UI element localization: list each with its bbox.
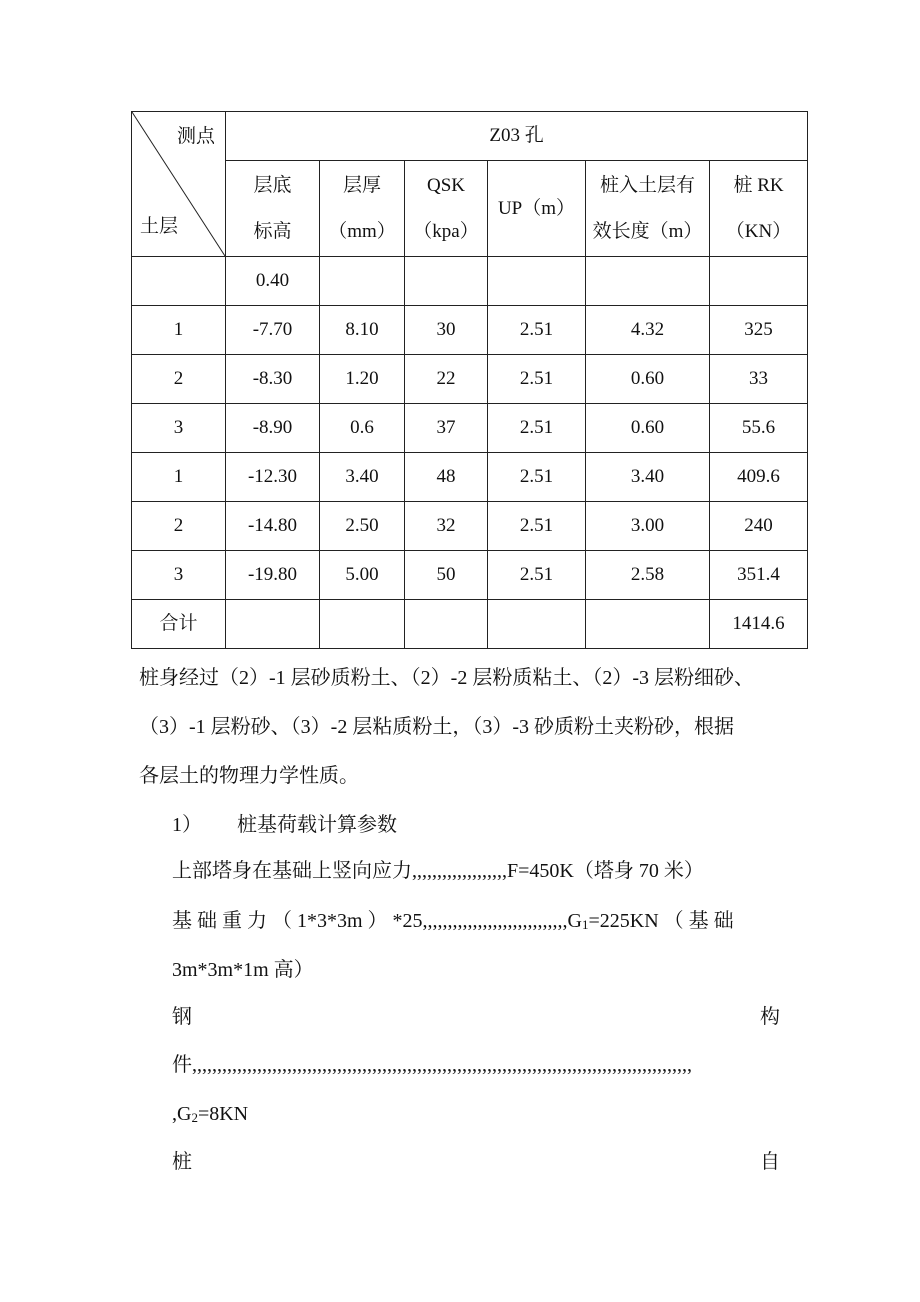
table-row: [132, 306, 808, 355]
table-cell: 4.32: [586, 306, 710, 355]
table-cell: 240: [710, 502, 808, 551]
pile-self-weight-line: [172, 1150, 780, 1174]
table-cell: 30: [405, 306, 488, 355]
col-header-up: UP（m）: [488, 161, 586, 257]
col-header-rk: 桩 RK （KN）: [710, 161, 808, 257]
foundation-weight-line-2: 3m*3m*1m 高）: [172, 959, 314, 981]
table-row: [132, 551, 808, 600]
group-header: Z03 孔: [226, 112, 808, 161]
total-value: 1414.6: [710, 600, 808, 649]
table-cell: [586, 257, 710, 306]
table-cell: 2.51: [488, 355, 586, 404]
table-row: [132, 257, 808, 306]
table-row: [132, 355, 808, 404]
table-cell: 2.51: [488, 404, 586, 453]
foundation-weight-line: 基 础 重 力 （ 1*3*3m ） *25,,,,,,,,,,,,,,,,,,,,,,,,,,,,,G1=225KN （ 基 础: [172, 910, 734, 932]
table-cell: [320, 257, 405, 306]
table-cell: 1.20: [320, 355, 405, 404]
table-cell: 0.6: [320, 404, 405, 453]
table-cell: [226, 600, 320, 649]
table-cell: 37: [405, 404, 488, 453]
table-cell: 2: [132, 355, 226, 404]
table-cell: 55.6: [710, 404, 808, 453]
paragraph-line-1: 桩身经过（2）-1 层砂质粉土、（2）-2 层粉质粘土、（2）-3 层粉细砂、: [139, 667, 754, 689]
table-cell: -14.80: [226, 502, 320, 551]
table-cell: [488, 257, 586, 306]
table-row: [132, 502, 808, 551]
table-cell: 2.58: [586, 551, 710, 600]
table-cell: [710, 257, 808, 306]
table-cell: 3.40: [586, 453, 710, 502]
table-cell: 1: [132, 306, 226, 355]
table-cell: 2: [132, 502, 226, 551]
table-cell: 2.51: [488, 453, 586, 502]
table-cell: [405, 600, 488, 649]
table-cell: 2.51: [488, 306, 586, 355]
table-cell: 3.40: [320, 453, 405, 502]
table-row: [132, 453, 808, 502]
table-cell: [132, 257, 226, 306]
steel-left-char: 钢: [172, 1006, 192, 1028]
table-cell: [488, 600, 586, 649]
table-cell: 5.00: [320, 551, 405, 600]
table-cell: 8.10: [320, 306, 405, 355]
table-cell: 3: [132, 404, 226, 453]
total-label: 合计: [132, 600, 226, 649]
steel-right-char: 构: [760, 1006, 780, 1028]
table-cell: 0.60: [586, 404, 710, 453]
table-row: [132, 404, 808, 453]
table-cell: 50: [405, 551, 488, 600]
table-cell: 2.50: [320, 502, 405, 551]
table-cell: 2.51: [488, 551, 586, 600]
table-cell: 48: [405, 453, 488, 502]
col-header-thickness: 层厚 （mm）: [320, 161, 405, 257]
table-cell: 325: [710, 306, 808, 355]
table-cell: -7.70: [226, 306, 320, 355]
steel-member-dots-line: 件,,,,,,,,,,,,,,,,,,,,,,,,,,,,,,,,,,,,,,,,,,,,,,,,,,,,,,,,,,,,,,,,,,,,,,,,,,,,,,,,,,,,,,,,,,,,,,,,,,,,: [172, 1054, 692, 1076]
steel-weight-line: ,G2=8KN: [172, 1103, 249, 1125]
pile-right-char: 自: [760, 1151, 780, 1173]
corner-bottom-label: 土层: [140, 216, 179, 237]
table-cell: 33: [710, 355, 808, 404]
table-cell: 409.6: [710, 453, 808, 502]
corner-top-label: 测点: [176, 126, 215, 147]
table-cell: 2.51: [488, 502, 586, 551]
col-header-bottom-elevation: 层底 标高: [226, 161, 320, 257]
col-header-qsk: QSK （kpa）: [405, 161, 488, 257]
table-cell: 22: [405, 355, 488, 404]
table-cell: 3: [132, 551, 226, 600]
table-cell: -8.90: [226, 404, 320, 453]
table-cell: 32: [405, 502, 488, 551]
section-title: 桩基荷载计算参数: [237, 814, 397, 836]
table-cell: -19.80: [226, 551, 320, 600]
col-header-effective-length: 桩入土层有 效长度（m）: [586, 161, 710, 257]
paragraph-line-3: 各层土的物理力学性质。: [139, 765, 359, 787]
table-cell: -8.30: [226, 355, 320, 404]
steel-member-line: [172, 1005, 780, 1029]
table-cell: 351.4: [710, 551, 808, 600]
section-number: 1）: [172, 814, 202, 836]
pile-left-char: 桩: [172, 1151, 192, 1173]
table-cell: 0.40: [226, 257, 320, 306]
table-cell: -12.30: [226, 453, 320, 502]
table-cell: [586, 600, 710, 649]
table-cell: 3.00: [586, 502, 710, 551]
table-cell: [320, 600, 405, 649]
corner-header-cell: [132, 112, 226, 257]
table-cell: [405, 257, 488, 306]
pile-capacity-table: [131, 111, 808, 649]
table-cell: 0.60: [586, 355, 710, 404]
paragraph-line-2: （3）-1 层粉砂、（3）-2 层粘质粉土，（3）-3 砂质粉土夹粉砂，根据: [139, 716, 734, 738]
table-cell: 1: [132, 453, 226, 502]
upper-load-line: 上部塔身在基础上竖向应力,,,,,,,,,,,,,,,,,,,F=450K（塔身 70 米）: [172, 860, 704, 882]
